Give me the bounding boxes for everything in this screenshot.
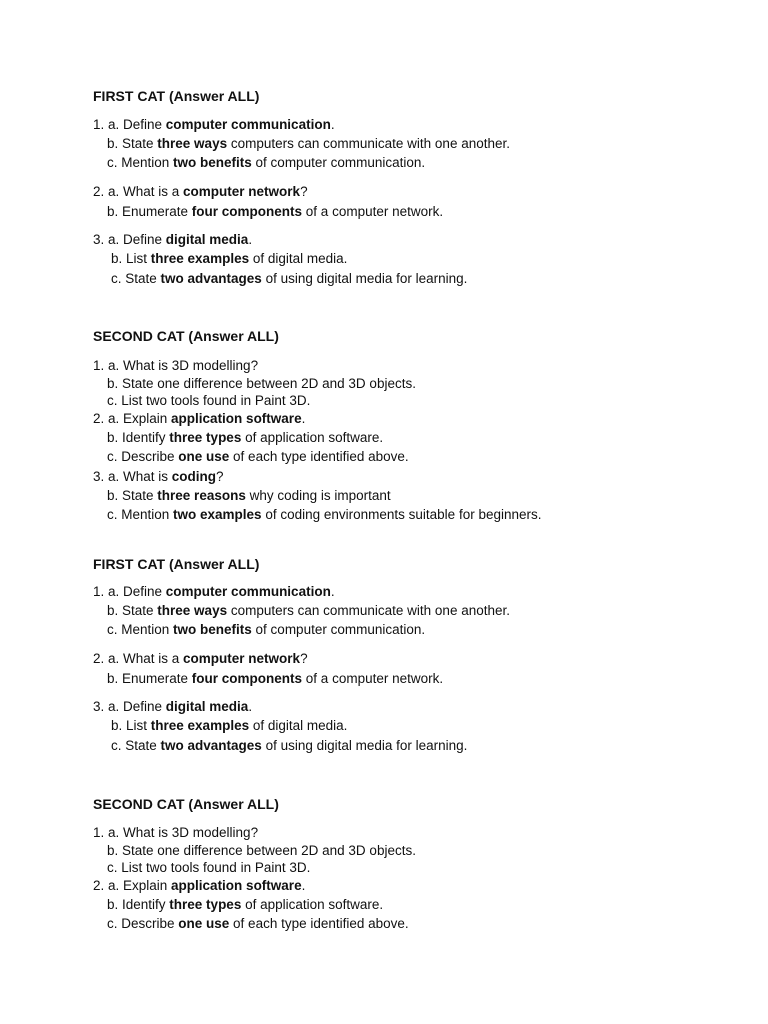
question-line bbox=[93, 358, 258, 373]
question-text: . bbox=[330, 584, 335, 599]
question-text: c. List two tools found in Paint 3D. bbox=[107, 860, 311, 875]
question-line bbox=[107, 860, 310, 875]
question-line bbox=[107, 622, 425, 637]
question-text: of digital media. bbox=[249, 251, 348, 266]
question-text: 3. a. Define bbox=[93, 232, 166, 247]
question-text: b. List bbox=[111, 718, 151, 733]
question-line bbox=[111, 718, 347, 733]
question-line bbox=[107, 916, 409, 931]
question-text: c. State bbox=[111, 271, 161, 286]
question-line bbox=[93, 825, 258, 840]
emphasis-text: two benefits bbox=[173, 155, 252, 170]
emphasis-text: one use bbox=[178, 916, 230, 931]
question-line bbox=[93, 117, 335, 132]
question-text: b. Enumerate bbox=[107, 671, 192, 686]
question-text: of a computer network. bbox=[302, 671, 444, 686]
section-heading: SECOND CAT (Answer ALL) bbox=[93, 328, 279, 344]
question-text: b. State bbox=[107, 603, 158, 618]
question-text: 1. a. What is 3D modelling? bbox=[93, 825, 259, 840]
emphasis-text: digital media bbox=[165, 699, 249, 714]
question-line bbox=[111, 271, 467, 286]
question-text: c. Mention bbox=[107, 507, 174, 522]
emphasis-text: four components bbox=[191, 204, 303, 219]
question-line bbox=[93, 184, 308, 199]
question-line bbox=[107, 897, 383, 912]
question-text: 2. a. Explain bbox=[93, 878, 172, 893]
question-line bbox=[93, 469, 224, 484]
emphasis-text: two examples bbox=[173, 507, 262, 522]
question-line bbox=[107, 430, 383, 445]
emphasis-text: two benefits bbox=[173, 622, 252, 637]
question-text: 1. a. Define bbox=[93, 584, 166, 599]
emphasis-text: four components bbox=[191, 671, 303, 686]
question-text: . bbox=[330, 117, 335, 132]
question-line bbox=[93, 699, 252, 714]
question-line bbox=[93, 651, 308, 666]
question-line bbox=[111, 738, 467, 753]
question-text: c. Describe bbox=[107, 449, 179, 464]
emphasis-text: two advantages bbox=[160, 738, 262, 753]
question-text: computers can communicate with one another. bbox=[227, 136, 510, 151]
question-text: 1. a. What is 3D modelling? bbox=[93, 358, 259, 373]
question-text: why coding is important bbox=[245, 488, 391, 503]
question-text: of application software. bbox=[241, 430, 384, 445]
question-text: b. State one difference between 2D and 3D objects. bbox=[107, 376, 416, 391]
emphasis-text: three ways bbox=[157, 136, 228, 151]
question-line bbox=[107, 507, 542, 522]
emphasis-text: digital media bbox=[165, 232, 249, 247]
section-heading: FIRST CAT (Answer ALL) bbox=[93, 556, 260, 572]
question-text: b. State one difference between 2D and 3D objects. bbox=[107, 843, 416, 858]
emphasis-text: three types bbox=[169, 897, 242, 912]
emphasis-text: computer network bbox=[183, 184, 301, 199]
question-text: . bbox=[301, 878, 306, 893]
question-line bbox=[107, 603, 510, 618]
question-text: b. State bbox=[107, 488, 158, 503]
question-text: c. Mention bbox=[107, 622, 174, 637]
emphasis-text: three ways bbox=[157, 603, 228, 618]
emphasis-text: three examples bbox=[150, 251, 250, 266]
question-text: c. Mention bbox=[107, 155, 174, 170]
question-line bbox=[93, 584, 335, 599]
question-line bbox=[107, 449, 409, 464]
question-text: 3. a. Define bbox=[93, 699, 166, 714]
question-text: 2. a. What is a bbox=[93, 184, 184, 199]
question-text: c. State bbox=[111, 738, 161, 753]
question-text: b. Enumerate bbox=[107, 204, 192, 219]
question-text: c. List two tools found in Paint 3D. bbox=[107, 393, 311, 408]
emphasis-text: application software bbox=[171, 878, 302, 893]
question-line bbox=[111, 251, 347, 266]
emphasis-text: computer communication bbox=[165, 584, 331, 599]
question-text: of each type identified above. bbox=[229, 449, 409, 464]
emphasis-text: application software bbox=[171, 411, 302, 426]
question-text: ? bbox=[300, 651, 308, 666]
question-line bbox=[107, 376, 416, 391]
question-text: computers can communicate with one another. bbox=[227, 603, 510, 618]
question-text: 2. a. Explain bbox=[93, 411, 172, 426]
question-line bbox=[93, 232, 252, 247]
emphasis-text: three reasons bbox=[157, 488, 246, 503]
section-heading: SECOND CAT (Answer ALL) bbox=[93, 796, 279, 812]
question-line bbox=[107, 671, 443, 686]
emphasis-text: two advantages bbox=[160, 271, 262, 286]
question-line bbox=[107, 136, 510, 151]
question-text: of each type identified above. bbox=[229, 916, 409, 931]
question-text: . bbox=[301, 411, 306, 426]
question-text: b. Identify bbox=[107, 430, 170, 445]
question-text: of computer communication. bbox=[251, 622, 426, 637]
emphasis-text: coding bbox=[171, 469, 217, 484]
question-line bbox=[107, 155, 425, 170]
question-text: 1. a. Define bbox=[93, 117, 166, 132]
question-text: b. Identify bbox=[107, 897, 170, 912]
question-line bbox=[107, 488, 391, 503]
question-text: of computer communication. bbox=[251, 155, 426, 170]
emphasis-text: three types bbox=[169, 430, 242, 445]
question-line bbox=[93, 878, 305, 893]
question-text: of application software. bbox=[241, 897, 384, 912]
question-text: . bbox=[248, 232, 253, 247]
question-line bbox=[107, 843, 416, 858]
question-line bbox=[107, 393, 310, 408]
question-text: ? bbox=[216, 469, 224, 484]
question-text: of using digital media for learning. bbox=[261, 271, 468, 286]
question-text: c. Describe bbox=[107, 916, 179, 931]
question-text: ? bbox=[300, 184, 308, 199]
section-heading: FIRST CAT (Answer ALL) bbox=[93, 88, 260, 104]
question-text: . bbox=[248, 699, 253, 714]
question-text: of a computer network. bbox=[302, 204, 444, 219]
question-line bbox=[107, 204, 443, 219]
question-text: 2. a. What is a bbox=[93, 651, 184, 666]
emphasis-text: one use bbox=[178, 449, 230, 464]
emphasis-text: computer network bbox=[183, 651, 301, 666]
emphasis-text: computer communication bbox=[165, 117, 331, 132]
emphasis-text: three examples bbox=[150, 718, 250, 733]
question-text: b. State bbox=[107, 136, 158, 151]
question-text: of using digital media for learning. bbox=[261, 738, 468, 753]
question-text: of coding environments suitable for beginners. bbox=[261, 507, 542, 522]
question-text: b. List bbox=[111, 251, 151, 266]
question-line bbox=[93, 411, 305, 426]
question-text: 3. a. What is bbox=[93, 469, 172, 484]
question-text: of digital media. bbox=[249, 718, 348, 733]
